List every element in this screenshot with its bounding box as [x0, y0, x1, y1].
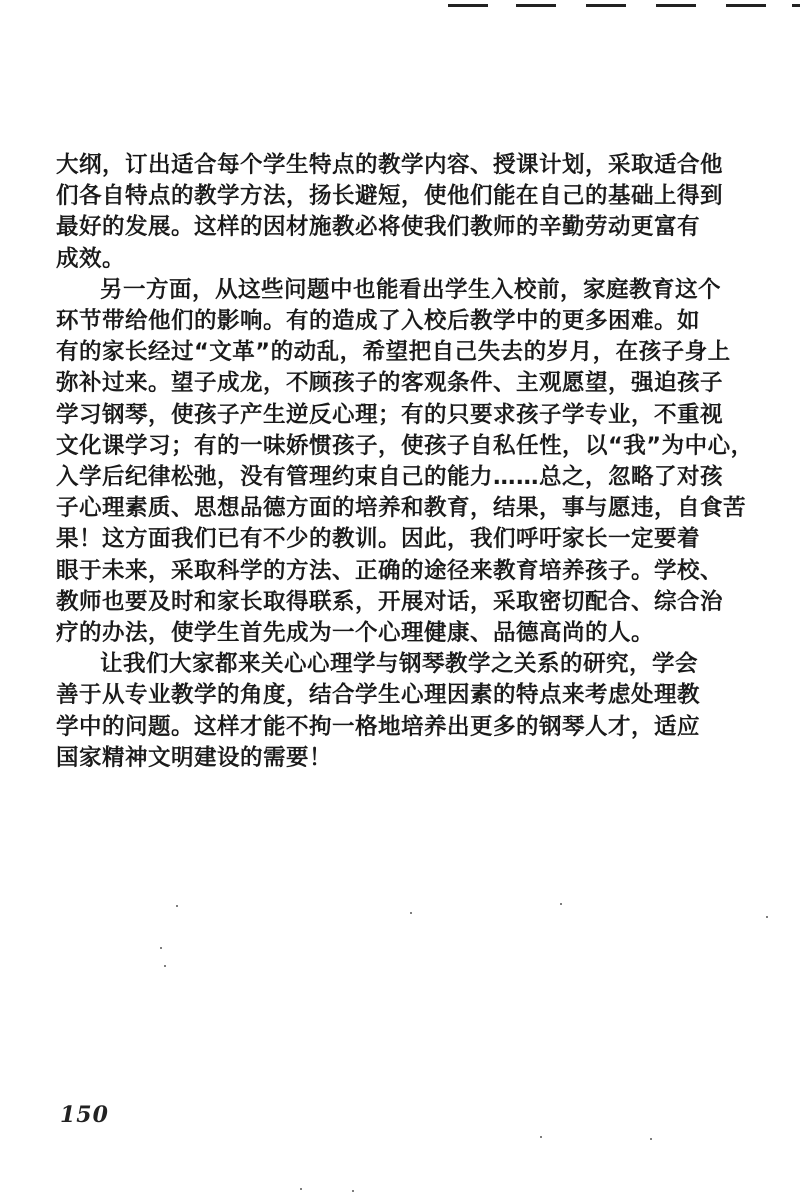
page-body-text	[56, 150, 754, 774]
text-line: 教师也要及时和家长取得联系，开展对话，采取密切配合、综合治	[56, 588, 724, 615]
top-rule-6	[792, 4, 800, 7]
scan-speck	[410, 912, 412, 914]
text-line: 学中的问题。这样才能不拘一格地培养出更多的钢琴人才，适应	[56, 713, 701, 740]
top-rule-2	[516, 4, 556, 7]
text-line: 国家精神文明建设的需要！	[56, 744, 333, 771]
text-line: 入学后纪律松弛，没有管理约束自己的能力……总之，忽略了对孩	[56, 464, 724, 491]
text-line: 大纲，订出适合每个学生特点的教学内容、授课计划，采取适合他	[56, 152, 724, 178]
scan-speck	[650, 1138, 652, 1140]
top-edge-rules	[440, 0, 800, 12]
text-line: 最好的发展。这样的因材施教必将使我们教师的辛勤劳动更富有	[56, 214, 701, 241]
text-line: 眼于未来，采取科学的方法、正确的途径来教育培养孩子。学校、	[56, 557, 724, 584]
text-line: 让我们大家都来关心心理学与钢琴教学之关系的研究，学会	[100, 651, 699, 678]
top-rule-3	[586, 4, 626, 7]
scan-speck	[160, 947, 162, 949]
scan-speck	[766, 916, 768, 918]
text-line: 有的家长经过“文革”的动乱，希望把自己失去的岁月，在孩子身上	[56, 339, 731, 366]
text-line: 子心理素质、思想品德方面的培养和教育，结果，事与愿违，自食苦	[56, 495, 747, 522]
text-line: 成效。	[56, 245, 126, 272]
scan-speck	[176, 905, 178, 907]
scan-speck	[540, 1136, 542, 1138]
scan-speck	[352, 1190, 354, 1192]
text-line: 环节带给他们的影响。有的造成了入校后教学中的更多困难。如	[56, 308, 701, 335]
text-line: 果！这方面我们已有不少的教训。因此，我们呼吁家长一定要着	[56, 526, 701, 553]
text-line: 文化课学习；有的一味娇惯孩子，使孩子自私任性，以“我”为中心，	[56, 432, 754, 459]
text-line: 善于从专业教学的角度，结合学生心理因素的特点来考虑处理教	[56, 682, 701, 709]
top-rule-5	[726, 4, 766, 7]
text-line: 们各自特点的教学方法，扬长避短，使他们能在自己的基础上得到	[56, 183, 724, 210]
scan-speck	[164, 965, 166, 967]
scan-speck	[560, 903, 562, 905]
page-number: 150	[60, 1102, 109, 1128]
paragraph-2	[56, 275, 754, 649]
scan-speck	[300, 1188, 302, 1190]
paragraph-1	[56, 150, 746, 275]
text-line: 疗的办法，使学生首先成为一个心理健康、品德高尚的人。	[56, 620, 655, 647]
top-rule-4	[656, 4, 696, 7]
top-rule-1	[448, 4, 488, 7]
text-line: 另一方面，从这些问题中也能看出学生入校前，家庭教育这个	[100, 276, 722, 303]
paragraph-3	[56, 649, 746, 774]
text-line: 弥补过来。望子成龙，不顾孩子的客观条件、主观愿望，强迫孩子	[56, 370, 724, 397]
text-line: 学习钢琴，使孩子产生逆反心理；有的只要求孩子学专业，不重视	[56, 401, 724, 428]
